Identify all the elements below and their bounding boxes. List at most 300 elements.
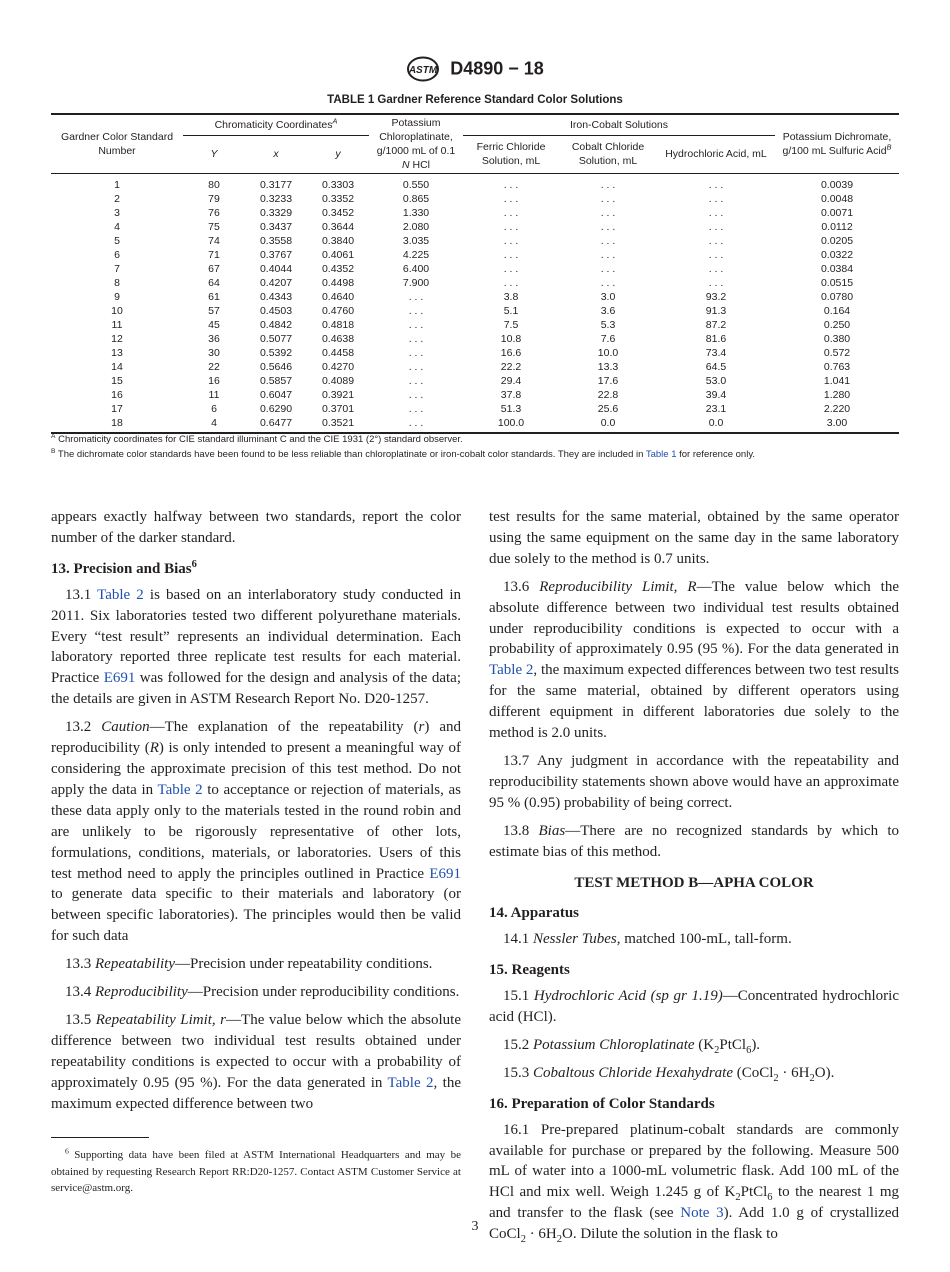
table-cell: 22.2 <box>500 361 522 373</box>
cross-reference-link[interactable]: E691 <box>103 670 136 687</box>
text-run: —Precision under reproducibility conditions. <box>187 984 460 1001</box>
text-run: 13.6 <box>503 578 540 595</box>
table-cell: 0.3177 <box>259 179 293 191</box>
text-run: ). <box>751 1036 761 1053</box>
table-cell: 0.763 <box>823 361 851 373</box>
superscript: A <box>51 432 56 440</box>
cross-reference-link[interactable]: Table 2 <box>157 781 203 798</box>
table-row <box>51 402 899 416</box>
col-header-x <box>245 135 307 173</box>
table-footnote-b <box>51 449 911 460</box>
table-cell: . . . <box>408 319 424 331</box>
table-cell: 39.4 <box>705 389 727 401</box>
table-cell: . . . <box>408 361 424 373</box>
table-cell: . . . <box>600 277 616 289</box>
table-cell: 7.5 <box>503 319 519 331</box>
table-cell: 0.0039 <box>820 179 854 191</box>
table-cell: 4 <box>114 221 120 233</box>
table-cell: 16 <box>208 375 220 387</box>
paragraph <box>489 751 899 814</box>
designation: D4890 − 18 <box>450 58 544 79</box>
table-cell: 1.041 <box>823 375 851 387</box>
table-cell: 5 <box>114 235 120 247</box>
table-cell: 10 <box>111 305 123 317</box>
paragraph <box>489 1035 899 1056</box>
table-cell: . . . <box>708 277 724 289</box>
table-cell: 0.3452 <box>321 207 355 219</box>
table-cell: 0.0048 <box>820 193 854 205</box>
table-cell: . . . <box>503 221 519 233</box>
section-heading <box>489 873 899 894</box>
chloroplatinate-label: Potassium Chloroplatinate, g/1000 mL of 0.1 <box>376 117 456 157</box>
table-cell: 0.3521 <box>307 416 369 433</box>
Y-label: Y <box>210 148 218 161</box>
text-run: 15.1 <box>503 988 534 1005</box>
table-cell: 0.0322 <box>820 249 854 261</box>
text-run: for reference only. <box>676 449 756 460</box>
table-cell: 0.4760 <box>321 305 355 317</box>
table-cell: 0.865 <box>402 193 430 205</box>
table-cell: 8 <box>114 277 120 289</box>
col-header-Y <box>183 135 245 173</box>
table-cell: 11 <box>111 319 123 331</box>
subscript: 6 <box>767 1192 773 1204</box>
table-cell: . . . <box>408 333 424 345</box>
table-cell: . . . <box>408 375 424 387</box>
table-cell: 0.4343 <box>259 291 293 303</box>
section-heading <box>489 1094 899 1115</box>
cross-reference-link[interactable]: Table 2 <box>97 586 144 603</box>
table-cell: 18 <box>51 416 183 433</box>
text-run: · 6H <box>525 1226 557 1243</box>
table-cell: 14 <box>111 361 123 373</box>
table-cell: 0.0780 <box>820 291 854 303</box>
table-row <box>51 248 899 262</box>
table-footnote-a <box>51 434 911 445</box>
table-cell: 22 <box>208 361 220 373</box>
footnote-6 <box>51 1147 461 1197</box>
table-cell: 0.3303 <box>321 179 355 191</box>
paragraph <box>489 507 899 570</box>
table-cell: 15 <box>111 375 123 387</box>
italic-text: Reproducibility Limit, R <box>539 578 697 595</box>
text-run: 13. Precision and Bias <box>51 560 192 577</box>
table-cell: 6.400 <box>402 263 430 275</box>
gardner-color-table <box>51 113 899 434</box>
table-cell: 81.6 <box>705 333 727 345</box>
table-row <box>51 304 899 318</box>
subscript: 2 <box>520 1234 526 1246</box>
table-cell: 0.3352 <box>321 193 355 205</box>
text-run: ) and reproducibility ( <box>51 719 462 757</box>
text-run: —The value below which the absolute difference between two individual test results obtained under repeatability conditions is expected to occur with a probability of approximately 0.95 (95 %). For the data generated in <box>51 1011 462 1091</box>
table-cell: 3.8 <box>503 291 519 303</box>
chloroplatinate-hcl: HCl <box>409 159 430 171</box>
table-cell: 64 <box>208 277 220 289</box>
table-row <box>51 174 899 193</box>
table-cell: 3.00 <box>775 416 899 433</box>
table-cell: . . . <box>503 277 519 289</box>
table-cell: 16 <box>111 389 123 401</box>
paragraph <box>51 717 461 947</box>
text-run: 14. Apparatus <box>489 905 580 922</box>
table-cell: 0.0384 <box>820 263 854 275</box>
paragraph <box>489 929 899 950</box>
table-cell: 76 <box>208 207 220 219</box>
table-cell: . . . <box>503 207 519 219</box>
table-row <box>51 192 899 206</box>
cross-reference-link[interactable]: Table 1 <box>645 449 677 460</box>
table-cell: 0.5077 <box>259 333 293 345</box>
table-cell: . . . <box>600 263 616 275</box>
table-cell: . . . <box>408 403 424 415</box>
italic-text: Bias <box>538 822 566 839</box>
table-cell: 6 <box>211 403 217 415</box>
table-cell: 57 <box>208 305 220 317</box>
table-cell: . . . <box>503 249 519 261</box>
text-run: ). Add 1.0 g of crystallized CoCl <box>489 1205 899 1243</box>
table-row <box>51 346 899 360</box>
text-run: 16.1 Pre-prepared platinum-cobalt standards are commonly available for purchase or prepared by the following. Measure 500 mL of water into a 1000-mL volumetric flask. Add 100 mL of the HCl and mix well. Weigh 1.245 g of K <box>489 1121 899 1201</box>
table-body <box>51 174 899 434</box>
section-heading <box>51 559 461 580</box>
table-cell: 80 <box>208 179 220 191</box>
table-cell: 7 <box>114 263 120 275</box>
italic-text: R <box>149 740 159 757</box>
italic-text: Reproducibility <box>95 984 188 1001</box>
text-run: (CoCl <box>732 1064 774 1081</box>
table-cell: 10.8 <box>500 333 522 345</box>
table-cell: 3.0 <box>600 291 616 303</box>
table-cell: . . . <box>503 263 519 275</box>
col-header-hcl: Hydrochloric Acid, mL <box>657 135 775 173</box>
x-label: x <box>273 148 279 161</box>
text-run: was followed for the design and analysis of the data; the details are given in ASTM Research Report No. D20-1257. <box>51 670 461 708</box>
table-cell: 5.3 <box>600 319 616 331</box>
table-cell: 87.2 <box>705 319 727 331</box>
cross-reference-link[interactable]: Table 2 <box>489 662 534 679</box>
table-cell: 0.4207 <box>259 277 293 289</box>
table-cell: 0.3329 <box>259 207 293 219</box>
superscript: 6 <box>65 1146 69 1156</box>
table-cell: . . . <box>600 207 616 219</box>
table-row <box>51 332 899 346</box>
table-cell: 3.6 <box>600 305 616 317</box>
table-cell: 71 <box>208 249 220 261</box>
table-cell: 3 <box>114 207 120 219</box>
italic-text: r <box>418 719 425 736</box>
table-cell: 0.164 <box>823 305 851 317</box>
table-cell: . . . <box>600 235 616 247</box>
table-cell: 22.8 <box>597 389 619 401</box>
table-cell: 0.4089 <box>321 375 355 387</box>
table-cell: . . . <box>369 416 463 433</box>
text-run: · 6H <box>778 1064 810 1081</box>
table-cell: 64.5 <box>705 361 727 373</box>
table-title: TABLE 1 Gardner Reference Standard Color Solutions <box>327 94 623 106</box>
svg-text:ASTM: ASTM <box>409 65 438 76</box>
table-cell: 29.4 <box>500 375 522 387</box>
table-cell: 0.0205 <box>820 235 854 247</box>
table-cell: 0.3558 <box>259 235 293 247</box>
table-cell: 0.3767 <box>259 249 293 261</box>
table-cell: 23.1 <box>705 403 727 415</box>
table-cell: 2 <box>114 193 120 205</box>
page-header <box>0 56 950 82</box>
table-cell: 67 <box>208 263 220 275</box>
text-run: 14.1 <box>503 931 533 948</box>
table-row <box>51 206 899 220</box>
subscript: 2 <box>809 1072 815 1084</box>
table-cell: 0.4044 <box>259 263 293 275</box>
footnote-divider <box>51 1137 149 1138</box>
subscript: 2 <box>773 1072 779 1084</box>
text-run: 16. Preparation of Color Standards <box>489 1095 715 1112</box>
section-heading <box>489 960 899 981</box>
italic-text: Potassium Chloroplatinate <box>533 1036 695 1053</box>
text-run: Supporting data have been filed at ASTM International Headquarters and may be obtained by requesting Research Report RR:D20-1257. Contact ASTM Customer Service at service@astm.org. <box>51 1149 461 1194</box>
text-run: 13.2 <box>65 719 102 736</box>
text-run: matched 100-mL, tall-form. <box>620 931 792 948</box>
table-cell: . . . <box>708 235 724 247</box>
table-cell: 0.3644 <box>321 221 355 233</box>
table-cell: 4.225 <box>402 249 430 261</box>
table-cell: 0.6047 <box>259 389 293 401</box>
table-row <box>51 388 899 402</box>
text-run: test results for the same material, obtained by the same operator using the same equipment on the same day in the same laboratory due solely to the method is 0.7 units. <box>489 509 899 567</box>
section-heading <box>489 903 899 924</box>
table-cell: 1.280 <box>823 389 851 401</box>
text-run: —Concentrated hydrochloric acid (HCl). <box>489 988 899 1026</box>
table-cell: 0.0 <box>657 416 775 433</box>
astm-logo-icon <box>406 56 440 82</box>
table-cell: 0.572 <box>823 347 851 359</box>
col-header-cobalt: Cobalt Chloride Solution, mL <box>559 135 657 173</box>
table-cell: 61 <box>208 291 220 303</box>
table-cell: 13 <box>111 347 123 359</box>
table-cell: 0.6477 <box>245 416 307 433</box>
table-cell: . . . <box>708 193 724 205</box>
table-cell: 1 <box>114 179 120 191</box>
table-cell: 0.0112 <box>821 221 853 233</box>
table-cell: 17 <box>111 403 123 415</box>
table-cell: 7.6 <box>600 333 616 345</box>
col-header-chloroplatinate <box>369 114 463 174</box>
text-run: , the maximum expected difference between two <box>51 1074 461 1112</box>
footnote-ref-b: B <box>886 142 892 152</box>
table-cell: 0.0071 <box>820 207 854 219</box>
text-run: is based on an interlaboratory study conducted in 2011. Six laboratories tested two different polyurethane materials. Every “test result” represents an individual determination. Each laboratory reported three replicate test results for each material. Practice <box>51 586 461 687</box>
subscript: 6 <box>746 1044 752 1056</box>
table-cell: 30 <box>208 347 220 359</box>
table-row <box>51 262 899 276</box>
superscript: 6 <box>191 558 197 570</box>
table-cell: 5.1 <box>503 305 519 317</box>
table-cell: . . . <box>503 235 519 247</box>
italic-text: Nessler Tubes, <box>533 931 621 948</box>
table-cell: . . . <box>503 193 519 205</box>
cross-reference-link[interactable]: Table 2 <box>387 1074 434 1091</box>
text-run: 13.3 <box>65 956 95 973</box>
text-run: O. Dilute the solution in the flask to <box>562 1226 778 1243</box>
table-cell: 0.3437 <box>259 221 293 233</box>
table-cell: 100.0 <box>463 416 559 433</box>
table-cell: 0.3840 <box>321 235 355 247</box>
superscript: B <box>51 447 56 455</box>
italic-text: Hydrochloric Acid (sp gr 1.19) <box>533 988 723 1005</box>
text-run: —The value below which the absolute difference between two individual test results obtained under reproducibility conditions is expected to occur with a probability of approximately 0.95 (95 %). For the data generated in <box>489 578 900 658</box>
table-cell: 73.4 <box>705 347 727 359</box>
table-cell: . . . <box>600 179 616 191</box>
text-run: TEST METHOD B—APHA COLOR <box>574 874 814 891</box>
text-run: —Precision under repeatability conditions. <box>174 956 433 973</box>
table-cell: 12 <box>111 333 123 345</box>
table-cell: . . . <box>408 389 424 401</box>
table-cell: 0.5857 <box>259 375 293 387</box>
paragraph <box>489 1063 899 1084</box>
col-header-number: Gardner Color Standard Number <box>51 114 183 174</box>
chromaticity-label: Chromaticity Coordinates <box>214 118 333 131</box>
text-run: 15.3 <box>503 1064 533 1081</box>
table-cell: 1.330 <box>402 207 430 219</box>
table-cell: 36 <box>208 333 220 345</box>
table-cell: 0.4842 <box>259 319 293 331</box>
table-row <box>51 220 899 234</box>
table-cell: 9 <box>114 291 120 303</box>
table-cell: 13.3 <box>597 361 619 373</box>
table-cell: 75 <box>208 221 220 233</box>
text-run: , the maximum expected differences between two test results for the same material, obtained by different operators using different equipment in different laboratories due solely to the method is 2.0 units. <box>489 662 899 742</box>
table-cell: 0.4503 <box>259 305 293 317</box>
table-cell: 0.4352 <box>321 263 355 275</box>
table-cell: 0.4818 <box>321 319 355 331</box>
table-cell: . . . <box>708 263 724 275</box>
dichromate-label: Potassium Dichromate, g/100 mL Sulfuric Acid <box>782 131 892 157</box>
table-row <box>51 374 899 388</box>
table-cell: 0.6290 <box>259 403 293 415</box>
table-cell: 0.0 <box>559 416 657 433</box>
text-run: (K <box>694 1036 715 1053</box>
italic-text: Cobaltous Chloride Hexahydrate <box>533 1064 733 1081</box>
table-cell: 7.900 <box>402 277 430 289</box>
table-cell: 2.220 <box>823 403 851 415</box>
table-cell: 17.6 <box>597 375 619 387</box>
table-cell: . . . <box>708 249 724 261</box>
text-run: PtCl <box>719 1036 747 1053</box>
table-cell: . . . <box>408 291 424 303</box>
text-run: 13.7 Any judgment in accordance with the repeatability and reproducibility statements shown above would have an approximate 95 % (0.95) probability of being correct. <box>489 752 899 811</box>
col-header-chromaticity <box>183 114 369 135</box>
text-run: 15. Reagents <box>489 962 570 979</box>
table-cell: 51.3 <box>500 403 522 415</box>
paragraph <box>489 986 899 1028</box>
table-cell: . . . <box>708 207 724 219</box>
text-run: Chromaticity coordinates for CIE standard illuminant C and the CIE 1931 (2°) standard observer. <box>55 434 463 445</box>
col-header-iron-cobalt: Iron-Cobalt Solutions <box>463 114 775 135</box>
subscript: 2 <box>735 1192 741 1204</box>
table-cell: 0.3233 <box>259 193 293 205</box>
table-cell: 0.5646 <box>259 361 293 373</box>
table-cell: 45 <box>208 319 220 331</box>
cross-reference-link[interactable]: E691 <box>429 865 461 882</box>
table-row <box>51 318 899 332</box>
text-run: O). <box>814 1064 835 1081</box>
paragraph <box>51 1010 461 1115</box>
paragraph <box>51 982 461 1003</box>
table-cell: 37.8 <box>500 389 522 401</box>
text-run: to the nearest 1 mg and transfer to the flask (see <box>489 1184 899 1222</box>
table-cell: 4 <box>183 416 245 433</box>
text-run: appears exactly halfway between two standards, report the color number of the darker standard. <box>51 509 461 546</box>
table-cell: . . . <box>600 193 616 205</box>
table-cell: 0.0515 <box>820 277 854 289</box>
text-run: The dichromate color standards have been found to be less reliable than chloroplatinate or iron-cobalt color standards. They are included in <box>55 449 646 460</box>
footnote-ref-a: A <box>332 116 338 126</box>
table-row <box>51 290 899 304</box>
table-cell: 11 <box>208 389 220 401</box>
table-cell: 0.4270 <box>321 361 355 373</box>
table-cell: 16.6 <box>500 347 522 359</box>
subscript: 2 <box>714 1044 720 1056</box>
table-row <box>51 360 899 374</box>
table-row <box>51 276 899 290</box>
table-cell: 0.4638 <box>321 333 355 345</box>
table-cell: . . . <box>708 221 724 233</box>
text-run: —The explanation of the repeatability ( <box>149 719 419 736</box>
table-cell: 0.4061 <box>321 249 355 261</box>
table-cell: 2.080 <box>402 221 430 233</box>
table-cell: 0.380 <box>823 333 851 345</box>
table-cell: 0.3701 <box>321 403 355 415</box>
table-cell: 93.2 <box>705 291 727 303</box>
text-run: 13.1 <box>65 586 98 603</box>
paragraph <box>489 577 899 744</box>
table-cell: 91.3 <box>705 305 727 317</box>
subscript: 2 <box>556 1234 563 1246</box>
italic-text: Caution <box>101 719 150 736</box>
italic-text: Repeatability <box>95 956 175 973</box>
paragraph <box>489 821 899 863</box>
table-cell: . . . <box>708 179 724 191</box>
italic-text: Repeatability Limit, r <box>95 1011 227 1028</box>
table-cell: 0.250 <box>823 319 851 331</box>
table-cell: . . . <box>408 305 424 317</box>
y-label: y <box>335 148 341 161</box>
table-cell: 10.0 <box>597 347 619 359</box>
left-column <box>51 507 461 1121</box>
paragraph <box>51 585 461 710</box>
paragraph <box>51 507 461 549</box>
text-run: —There are no recognized standards by which to estimate bias of this method. <box>489 822 900 860</box>
table-cell: 6 <box>114 249 120 261</box>
chloroplatinate-n: N <box>401 159 410 171</box>
table-cell: 74 <box>208 235 220 247</box>
text-run: 13.5 <box>65 1011 96 1028</box>
table-cell: 79 <box>208 193 220 205</box>
table-cell: 0.4640 <box>321 291 355 303</box>
cross-reference-link[interactable]: Note 3 <box>680 1205 724 1222</box>
text-run: 13.8 <box>503 822 539 839</box>
paragraph <box>51 954 461 975</box>
col-header-y <box>307 135 369 173</box>
table-cell: . . . <box>408 347 424 359</box>
table-cell: 3.035 <box>402 235 430 247</box>
table-cell: . . . <box>600 221 616 233</box>
text-run: to generate data specific to their materials and laboratory (or between specific laboratories). The principles would then be valid for such data <box>51 886 461 945</box>
table-cell: 25.6 <box>597 403 619 415</box>
text-run: PtCl <box>740 1184 768 1201</box>
table-cell: 0.4498 <box>321 277 355 289</box>
